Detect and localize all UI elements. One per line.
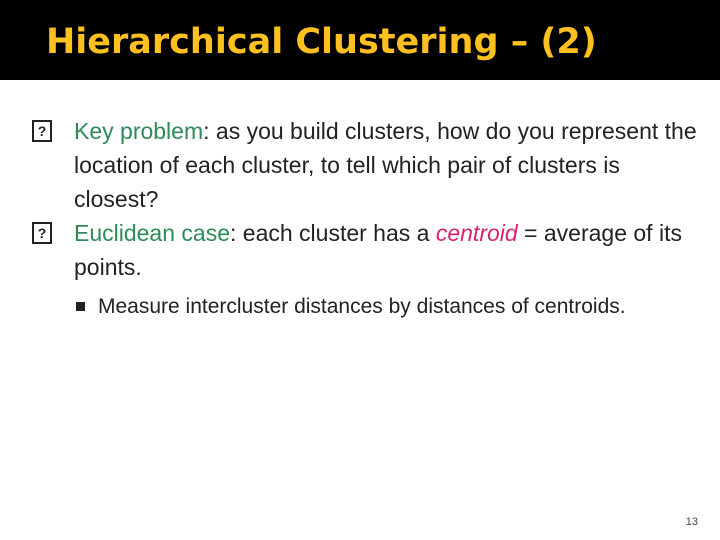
bullet-euclidean-case	[30, 216, 700, 284]
square-bullet-icon	[76, 302, 85, 311]
page-number: 13	[685, 516, 698, 528]
sub-bullet-measure	[76, 292, 700, 322]
missing-glyph-box-icon: ?	[32, 120, 52, 142]
title-bar	[0, 0, 720, 80]
bullet-key-problem	[30, 114, 700, 216]
bullet-body: : as you build clusters, how do you represent the location of each cluster, to tell which pair of clusters is closest?	[74, 118, 697, 212]
bullet-body-after: = average of its points.	[74, 220, 682, 280]
bullet-text	[74, 114, 700, 216]
bullet-term: Key problem	[74, 118, 204, 144]
bullet-list	[30, 114, 700, 322]
sub-bullet-text: Measure intercluster distances by distances of centroids.	[98, 295, 626, 318]
slide-title: Hierarchical Clustering – (2)	[46, 22, 597, 62]
emphasized-term: centroid	[435, 220, 518, 246]
missing-glyph-box-icon: ?	[32, 222, 52, 244]
bullet-text	[74, 216, 700, 284]
bullet-term: Euclidean case	[74, 220, 230, 246]
bullet-body-before: : each cluster has a	[230, 220, 436, 246]
